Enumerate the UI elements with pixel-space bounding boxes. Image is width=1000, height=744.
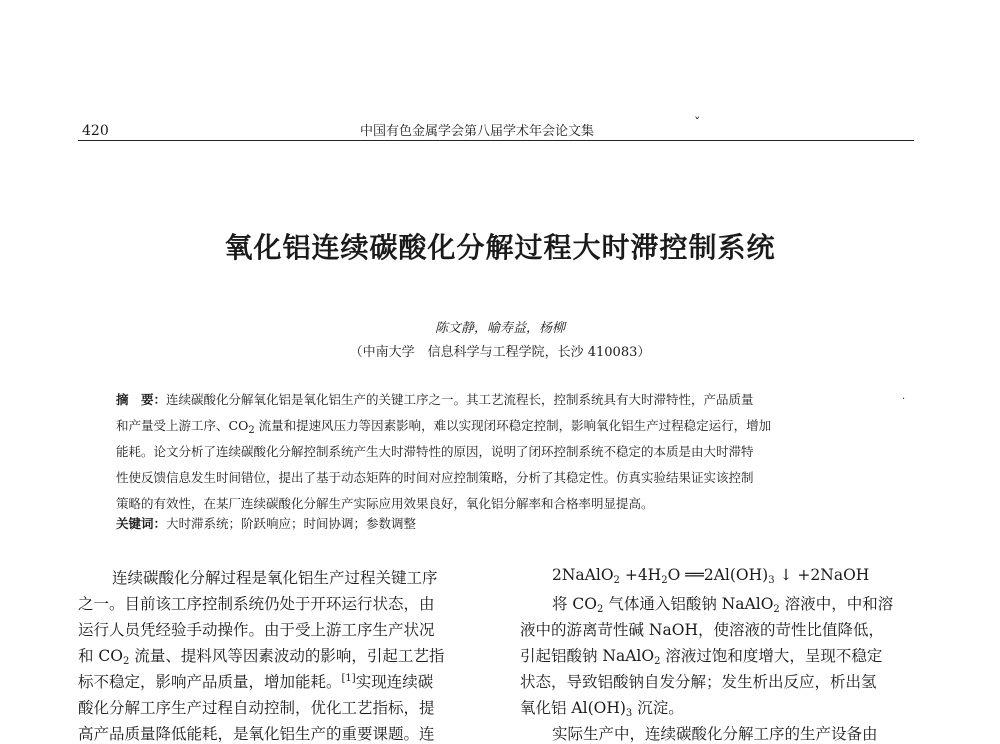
body-line: 状态，导致铝酸钠自发分解；发生析出反应，析出氢 — [520, 673, 877, 691]
abstract — [116, 387, 886, 517]
header-rule — [78, 140, 914, 141]
keywords — [116, 514, 416, 532]
body-line: 高产品质量降低能耗，是氧化铝生产的重要课题。连 — [78, 725, 435, 743]
abstract-label: 摘 要： — [116, 392, 167, 407]
abstract-line-1: 摘 要：连续碳酸化分解氧化铝是氧化铝生产的关键工序之一。其工艺流程长，控制系统具有大时滞特性，产品质量 — [116, 392, 754, 407]
abstract-line-5: 策略的有效性，在某厂连续碳酸化分解生产实际应用效果良好，氧化铝分解率和合格率明显提高。 — [116, 496, 654, 511]
affiliation: （中南大学 信息科学与工程学院，长沙 410083） — [349, 345, 651, 360]
body-line: 将 $CO_2$ 气体通入铝酸钠 NaAlO$_2$ 溶液中，中和溶 — [552, 595, 894, 615]
keywords-text: 大时滞系统；阶跃响应；时间协调；参数调整 — [166, 516, 417, 531]
body-line: 和 $CO_2$ 流量、提料风等因素波动的影响，引起工艺指 — [78, 647, 445, 667]
body-line: 连续碳酸化分解过程是氧化铝生产过程关键工序 — [112, 569, 438, 587]
body-line: 氧化铝 $Al(OH)_3$ 沉淀。 — [520, 699, 684, 719]
abstract-line-2: 和产量受上游工序、$CO_2$ 流量和提速风压力等因素影响，难以实现闭环稳定控制，影响氧化铝生产过程稳定运行，增加 — [116, 418, 772, 436]
body-line: 之一。目前该工序控制系统仍处于开环运行状态，由 — [78, 595, 435, 613]
body-line: 运行人员凭经验手动操作。由于受上游工序生产状况 — [78, 621, 435, 639]
body-line: 酸化分解工序生产过程自动控制，优化工艺指标，提 — [78, 699, 435, 717]
keywords-label: 关键词： — [116, 516, 167, 531]
body-line: 标不稳定，影响产品质量，增加能耗。[1]实现连续碳 — [78, 673, 434, 691]
chemical-equation: 2NaAlO$_2$ $+4H_2O$ $══2Al(OH)_3$ ↓ +2NaOH — [552, 566, 870, 586]
running-head: 中国有色金属学会第八届学术年会论文集 — [360, 124, 595, 139]
paper-title: 氧化铝连续碳酸化分解过程大时滞控制系统 — [224, 231, 776, 264]
abstract-line-3: 能耗。论文分析了连续碳酸化分解控制系统产生大时滞特性的原因，说明了闭环控制系统不稳定的本质是由大时滞特 — [116, 444, 754, 459]
body-line: 引起铝酸钠 NaAlO$_2$ 溶液过饱和度增大，呈现不稳定 — [520, 647, 883, 667]
authors: 陈文静，喻寿益，杨柳 — [434, 321, 565, 336]
citation-ref: [1] — [341, 673, 356, 684]
stray-mark: ˇ — [694, 116, 701, 131]
body-line: 实际生产中，连续碳酸化分解工序的生产设备由 — [552, 725, 878, 743]
stray-dot: · — [902, 394, 906, 405]
body-line: 液中的游离苛性碱 NaOH，使溶液的苛性比值降低， — [520, 621, 884, 639]
page-number: 420 — [82, 123, 109, 139]
abstract-line-4: 性使反馈信息发生时间错位，提出了基于动态矩阵的时间对应控制策略，分析了其稳定性。仿真实验结果证实该控制 — [116, 470, 754, 485]
